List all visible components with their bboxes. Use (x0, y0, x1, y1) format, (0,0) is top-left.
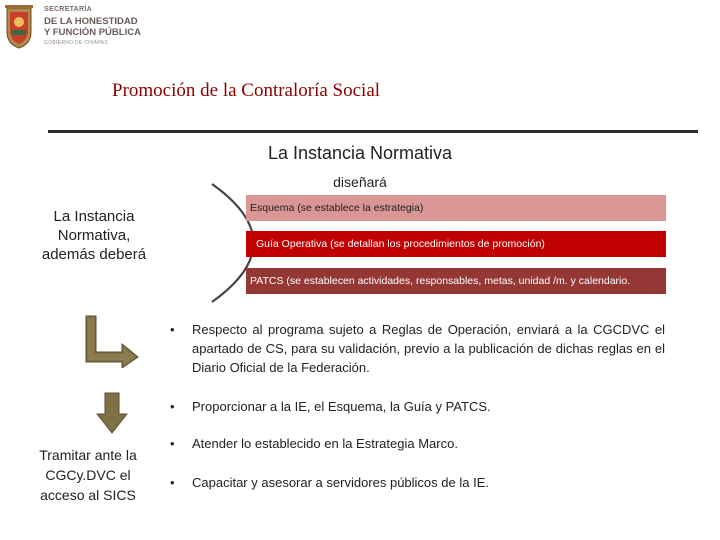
bullet-icon: • (170, 475, 175, 490)
bullet-text: Respecto al programa sujeto a Reglas de Operación, enviará a la CGCDVC el apartado de CS, para su validación, previo a la publicación de dichas reglas en el Diario Oficial de la Federación. (192, 322, 665, 375)
down-arrow-icon (96, 392, 128, 434)
l-arrow-icon (84, 314, 140, 368)
bullet-item (170, 473, 665, 492)
left-intro-text: La Instancia Normativa, además deberá (41, 208, 147, 263)
bullet-item (170, 434, 665, 453)
org-subtitle: GOBIERNO DE CHIAPAS (44, 40, 108, 46)
left-bottom-text: Tramitar ante la CGCy.DVC el acceso al SICS (39, 447, 137, 503)
bullet-icon: • (170, 436, 175, 451)
section-title: La Instancia Normativa (267, 143, 453, 163)
title-divider (48, 130, 698, 133)
bullet-text: Proporcionar a la IE, el Esquema, la Guía y PATCS. (192, 399, 491, 414)
bullet-icon: • (170, 399, 175, 414)
section-verb: diseñará (333, 174, 387, 190)
org-name-line3: Y FUNCIÓN PÚBLICA (44, 27, 141, 38)
bullet-text: Atender lo establecido en la Estrategia Marco. (192, 436, 458, 451)
org-name-line1: SECRETARÍA (44, 6, 92, 13)
bullet-item (170, 320, 665, 377)
seal-icon (4, 4, 34, 50)
design-item-patcs: PATCS (se establecen actividades, responsables, metas, unidad /m. y calendario. (246, 268, 666, 294)
org-name-line2: DE LA HONESTIDAD (44, 16, 138, 27)
design-item-guia: Guía Operativa (se detallan los procedimientos de promoción) (246, 231, 666, 257)
bullet-icon: • (170, 322, 175, 337)
page-title: Promoción de la Contraloría Social (112, 80, 381, 101)
bullet-text: Capacitar y asesorar a servidores públicos de la IE. (192, 475, 489, 490)
design-item-esquema: Esquema (se establece la estrategia) (246, 195, 666, 221)
bullet-item (170, 397, 665, 416)
